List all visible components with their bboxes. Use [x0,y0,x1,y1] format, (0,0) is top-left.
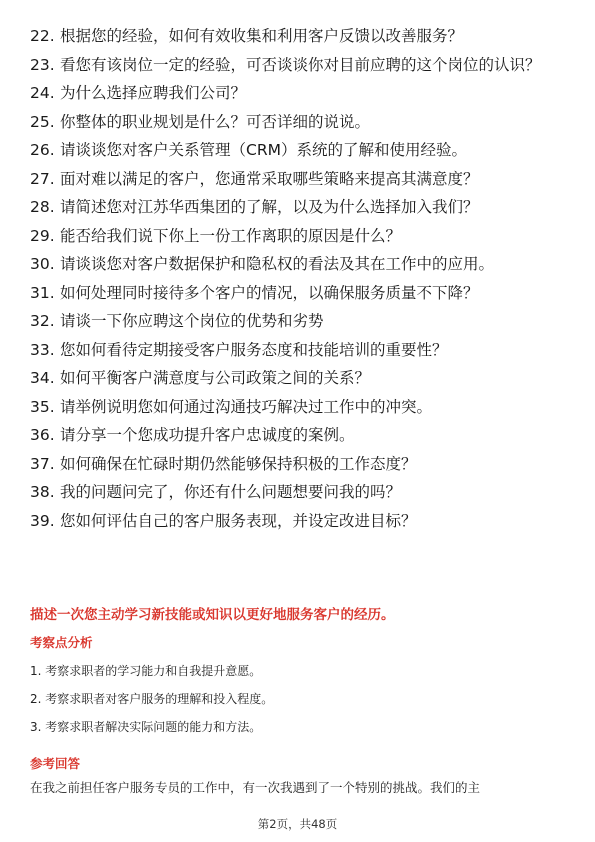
question-number: 24. [30,84,55,102]
list-item [30,283,570,303]
question-text: 请举例说明您如何通过沟通技巧解决过工作中的冲突。 [60,397,433,416]
page-footer: 第2页，共48页 [257,817,338,831]
list-item [30,226,570,246]
question-text: 请谈谈您对客户关系管理（CRM）系统的了解和使用经验。 [60,141,467,159]
question-text: 您如何看待定期接受客户服务态度和技能培训的重要性？ [60,340,448,359]
question-text: 你整体的职业规划是什么？可否详细的说说。 [60,112,371,131]
question-text: 如何确保在忙碌时期仍然能够保持积极的工作态度？ [60,454,417,473]
analysis-heading: 考察点分析 [30,635,93,650]
list-item [30,197,570,217]
question-number: 28. [30,198,55,216]
question-number: 35. [30,397,55,416]
question-number: 22. [30,27,55,45]
list-item [30,397,570,417]
question-number: 23. [30,55,55,74]
question-number: 34. [30,369,55,387]
question-text: 请谈谈您对客户数据保护和隐私权的看法及其在工作中的应用。 [60,255,495,273]
analysis-point: 3. 考察求职者解决实际问题的能力和方法。 [30,720,262,734]
question-text: 如何处理同时接待多个客户的情况，以确保服务质量不下降？ [60,283,479,302]
list-item [30,511,570,531]
list-item [30,340,570,360]
list-item [30,482,570,502]
list-item [30,454,570,474]
question-number: 27. [30,169,55,188]
question-number: 33. [30,340,55,359]
question-number: 37. [30,454,55,473]
question-number: 39. [30,511,55,530]
list-item [30,368,570,388]
question-text: 您如何评估自己的客户服务表现，并设定改进目标？ [60,511,417,530]
question-text: 请谈一下你应聘这个岗位的优势和劣势 [60,312,324,330]
question-text: 为什么选择应聘我们公司？ [60,84,247,102]
question-text: 面对难以满足的客户，您通常采取哪些策略来提高其满意度？ [60,169,479,188]
analysis-point: 1. 考察求职者的学习能力和自我提升意愿。 [30,664,262,678]
list-item [30,311,570,331]
answer-heading: 参考回答 [30,756,81,771]
list-item [30,112,570,132]
list-item [30,254,570,274]
question-number: 29. [30,226,55,245]
question-number: 30. [30,255,55,273]
featured-title: 描述一次您主动学习新技能或知识以更好地服务客户的经历。 [30,607,395,623]
question-text: 看您有该岗位一定的经验，可否谈谈你对目前应聘的这个岗位的认识？ [60,55,541,74]
analysis-point: 2. 考察求职者对客户服务的理解和投入程度。 [30,692,274,706]
question-text: 如何平衡客户满意度与公司政策之间的关系？ [60,369,371,387]
featured-question-title [30,606,570,624]
question-text: 能否给我们说下你上一份工作离职的原因是什么？ [60,226,402,245]
list-item [30,26,570,46]
list-item [30,169,570,189]
question-number: 26. [30,141,55,159]
question-number: 25. [30,112,55,131]
question-number: 38. [30,483,55,501]
list-item [30,83,570,103]
list-item [30,140,570,160]
question-text: 请分享一个您成功提升客户忠诚度的案例。 [60,426,355,444]
list-item [30,425,570,445]
question-number: 32. [30,312,55,330]
question-list [30,26,570,539]
question-text: 请简述您对江苏华西集团的了解，以及为什么选择加入我们？ [60,198,479,216]
question-text: 根据您的经验，如何有效收集和利用客户反馈以改善服务？ [60,27,464,45]
question-number: 31. [30,283,55,302]
question-number: 36. [30,426,55,444]
answer-paragraph: 在我之前担任客户服务专员的工作中，有一次我遇到了一个特别的挑战。我们的主 [30,780,481,795]
question-text: 我的问题问完了，你还有什么问题想要问我的吗？ [60,483,402,501]
list-item [30,55,570,75]
